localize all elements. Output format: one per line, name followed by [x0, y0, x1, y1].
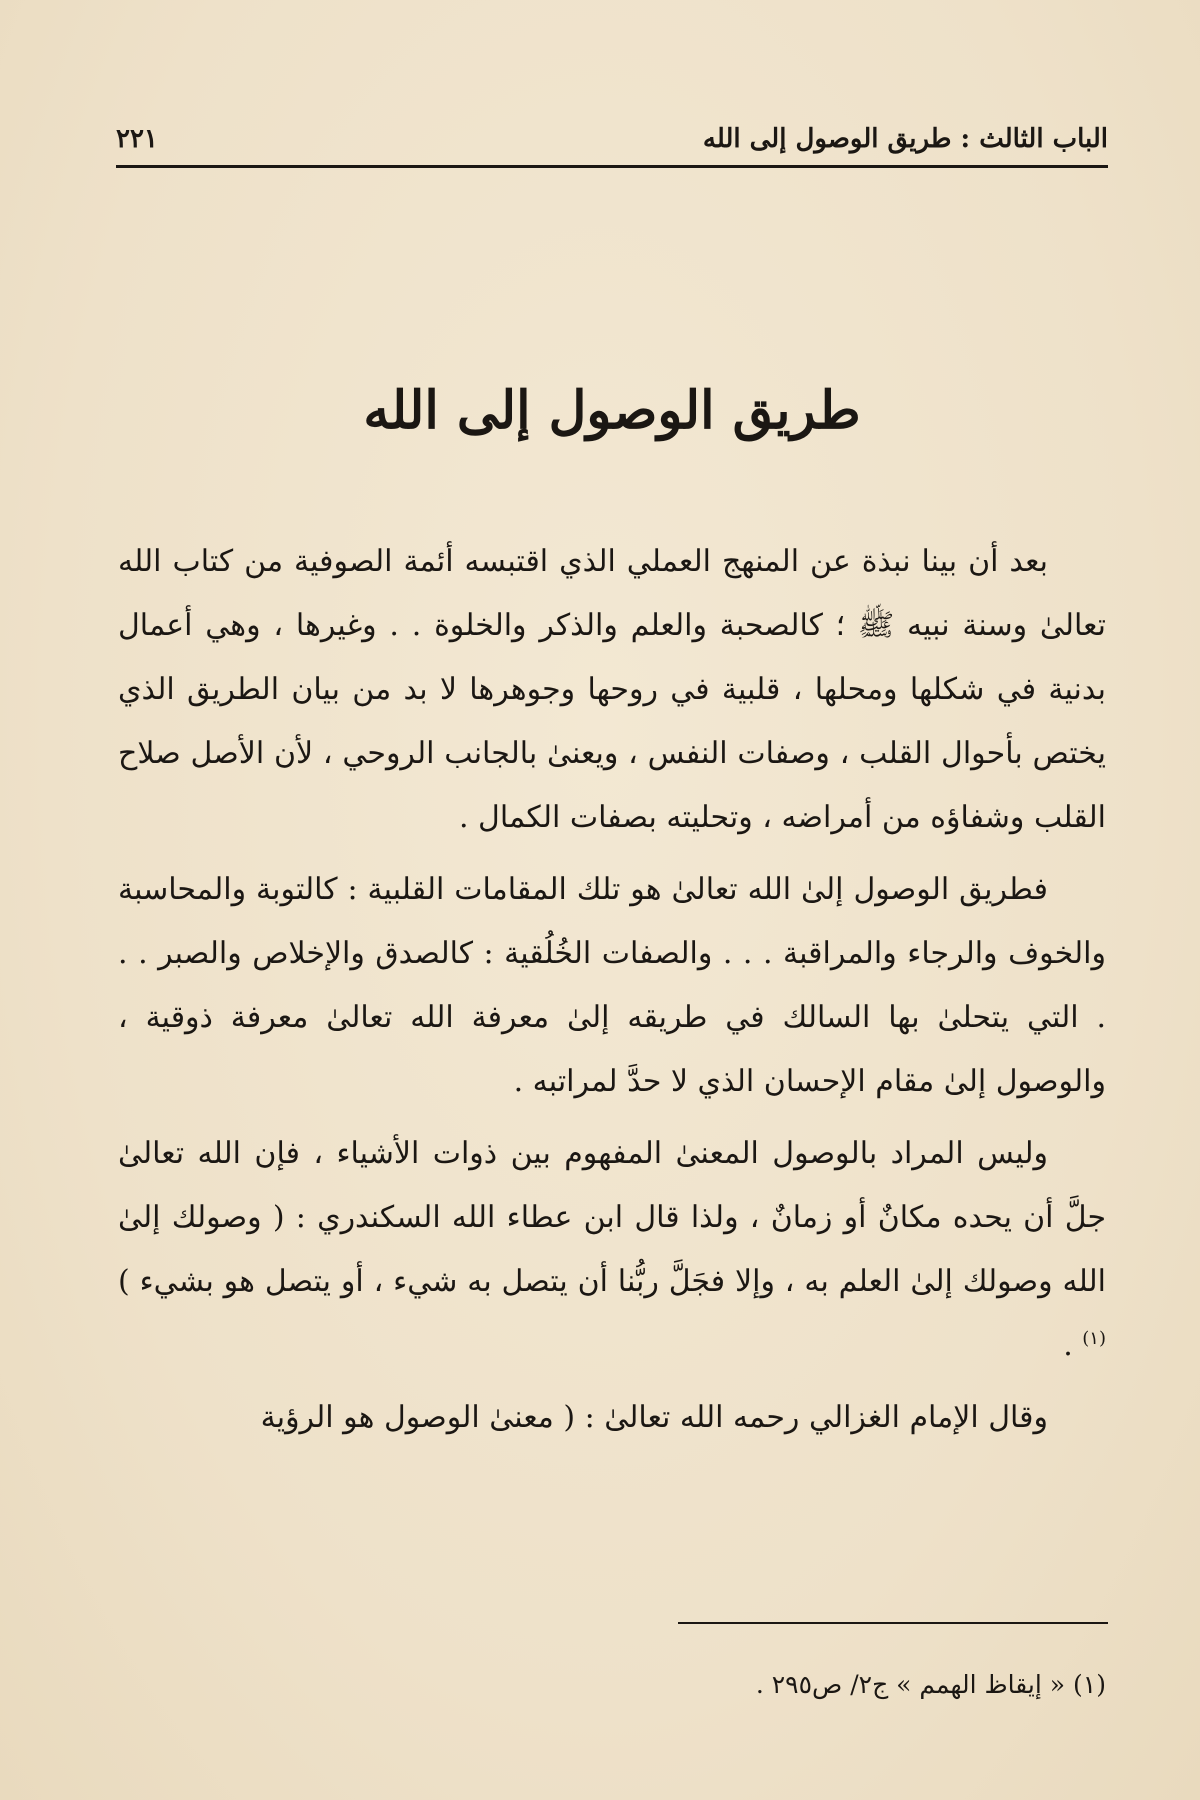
paragraph — [118, 1122, 1106, 1378]
page-number: ٢٢١ — [116, 124, 158, 154]
footnote-text: « إيقاظ الهمم » ج٢/ ص٢٩٥ . — [755, 1670, 1066, 1699]
running-header-title: الباب الثالث : طريق الوصول إلى الله — [702, 124, 1108, 154]
running-header — [116, 110, 1108, 154]
paragraph-text: وقال الإمام الغزالي رحمه الله تعالىٰ : ( معنىٰ الوصول هو الرؤية — [260, 1400, 1048, 1435]
footnote — [116, 1665, 1106, 1705]
footnote-reference: (١) — [1082, 1328, 1106, 1349]
header-rule — [116, 165, 1108, 168]
paragraph-text: وليس المراد بالوصول المعنىٰ المفهوم بين ذوات الأشياء ، فإن الله تعالىٰ جلَّ أن يحده مكانٌ أو زمانٌ ، ولذا قال ابن عطاء الله السكندري : ( وصولك إلىٰ الله وصولك إلىٰ العلم به ، وإلا فجَلَّ ربُّنا أن يتصل به شيء ، أو يتصل هو بشيء ) — [118, 1136, 1106, 1299]
paragraph-tail: . — [1063, 1328, 1083, 1363]
footnote-marker: (١) — [1073, 1670, 1106, 1699]
paragraph-text: بعد أن بينا نبذة عن المنهج العملي الذي اقتبسه أئمة الصوفية من كتاب الله تعالىٰ وسنة نبيه ﷺ ؛ كالصحبة والعلم والذكر والخلوة . . وغيرها ، وهي أعمال بدنية في شكلها ومحلها ، قلبية في روحها وجوهرها لا بد من بيان الطريق الذي يختص بأحوال القلب ، وصفات النفس ، ويعنىٰ بالجانب الروحي ، لأن الأصل صلاح القلب وشفاؤه من أمراضه ، وتحليته بصفات الكمال . — [118, 544, 1106, 835]
paragraph — [118, 1386, 1106, 1450]
body-text — [118, 530, 1106, 1458]
chapter-title: طريق الوصول إلى الله — [363, 380, 861, 441]
paragraph-text: فطريق الوصول إلىٰ الله تعالىٰ هو تلك المقامات القلبية : كالتوبة والمحاسبة والخوف والرجاء والمراقبة . . . والصفات الخُلُقية : كالصدق والإخلاص والصبر . . . التي يتحلىٰ بها السالك في طريقه إلىٰ معرفة الله تعالىٰ معرفة ذوقية ، والوصول إلىٰ مقام الإحسان الذي لا حدَّ لمراتبه . — [118, 872, 1107, 1099]
footnote-rule — [678, 1622, 1108, 1624]
paragraph — [118, 858, 1106, 1114]
paragraph — [118, 530, 1106, 850]
